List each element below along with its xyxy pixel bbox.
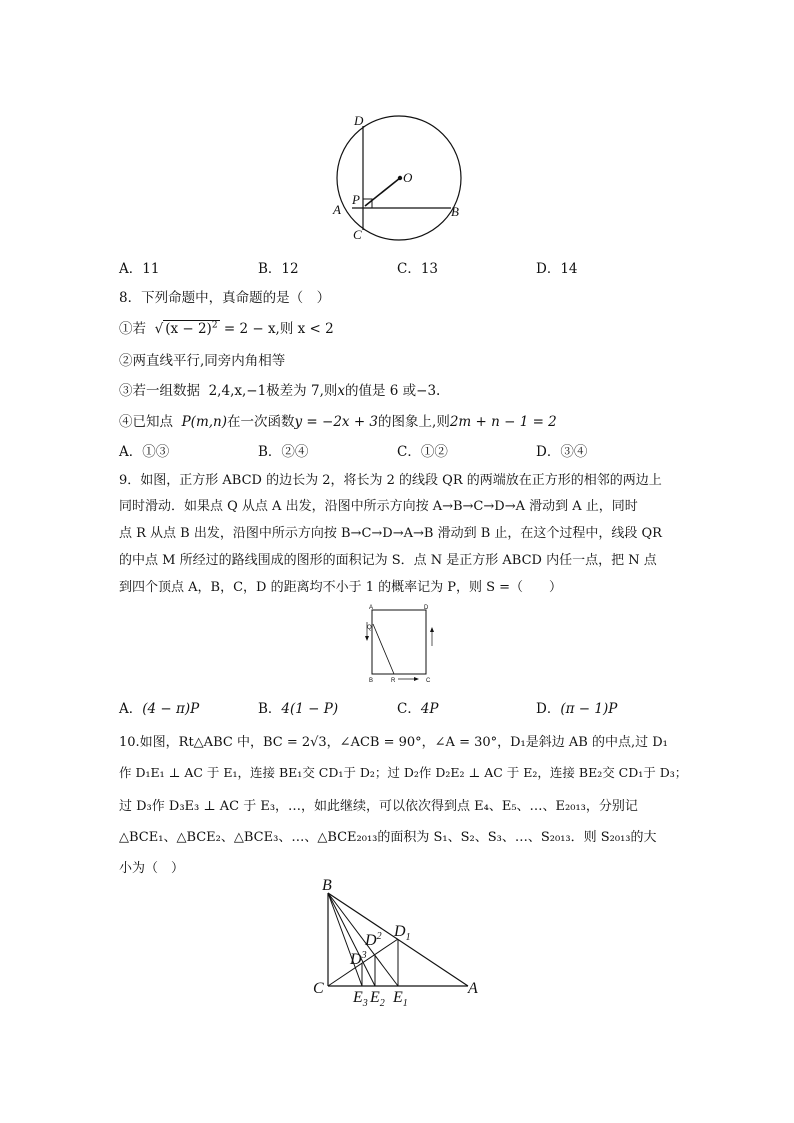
q7-option-c[interactable]: C．13 xyxy=(397,261,439,277)
q10-line-4: △BCE₁、△BCE₂、△BCE₃、…、△BCE₂₀₁₃的面积为 S₁、S₂、S₃、…、S₂₀₁₃．则 S₂₀₁₃的大 xyxy=(119,830,657,845)
q7-option-d[interactable]: D．14 xyxy=(536,261,578,277)
q9-line-1: 9．如图，正方形 ABCD 的边长为 2，将长为 2 的线段 QR 的两端放在正方形的相邻的两边上 xyxy=(119,473,662,488)
label-P: P xyxy=(352,192,360,207)
q9-label-Q: Q xyxy=(367,625,372,631)
q10-label-A: A xyxy=(468,980,478,997)
q10-label-D3: $D^3$ xyxy=(350,950,367,968)
label-B: B xyxy=(451,204,459,219)
q9-label-A: A xyxy=(369,605,374,611)
q8-option-d[interactable]: D．③④ xyxy=(536,444,588,460)
q10-line-2: 作 D₁E₁ ⊥ AC 于 E₁，连接 BE₁交 CD₁于 D₂；过 D₂作 D₂E₂ ⊥ AC 于 E₂，连接 BE₂交 CD₁于 D₃； xyxy=(119,765,688,780)
q10-line-5: 小为（ ） xyxy=(119,861,185,876)
q9-label-D: D xyxy=(424,605,429,611)
q8-option-a[interactable]: A．①③ xyxy=(119,444,170,460)
q10-line-1: 10.如图，Rt△ABC 中，BC = 2√3，∠ACB = 90°，∠A = 30°，D₁是斜边 AB 的中点,过 D₁ xyxy=(119,735,668,750)
q8-statement-1: ①若 √ $(x - 2)^2 = 2 - x$,则 x < 2 xyxy=(119,320,334,337)
q8-statement-2: ②两直线平行,同旁内角相等 xyxy=(119,353,286,369)
q10-label-E2: $E_2$ xyxy=(370,989,385,1009)
q8-option-b[interactable]: B．②④ xyxy=(258,444,309,460)
q8-stem: 8．下列命题中，真命题的是（ ） xyxy=(119,290,331,306)
q9-line-4: 的中点 M 所经过的路线围成的图形的面积记为 S．点 N 是正方形 ABCD 内任一点，把 N 点 xyxy=(119,553,657,568)
q10-label-D1: $D_1$ xyxy=(394,923,411,943)
q9-option-b[interactable]: B．4(1 − P) xyxy=(258,701,339,717)
q10-label-B: B xyxy=(322,877,332,894)
label-D: D xyxy=(354,113,364,128)
q8-option-c[interactable]: C．①② xyxy=(397,444,448,460)
q10-label-C: C xyxy=(313,980,324,997)
q9-label-C: C xyxy=(426,678,431,684)
q9-square-figure xyxy=(358,604,442,684)
label-A: A xyxy=(333,202,341,217)
q9-option-d[interactable]: D．(π − 1)P xyxy=(536,701,618,717)
q9-label-R: R xyxy=(391,678,396,684)
q9-line-2: 同时滑动．如果点 Q 从点 A 出发，沿图中所示方向按 A→B→C→D→A 滑动到 A 止，同时 xyxy=(119,499,638,514)
q10-line-3: 过 D₃作 D₃E₃ ⊥ AC 于 E₃，…，如此继续，可以依次得到点 E₄、E₅、…、E₂₀₁₃，分别记 xyxy=(119,799,638,814)
q7-option-a[interactable]: A．11 xyxy=(119,261,160,277)
q9-label-B: B xyxy=(369,678,374,684)
q9-option-a[interactable]: A．(4 − π)P xyxy=(119,701,200,717)
q8-statement-3: ③若一组数据 2,4,x,−1极差为 7,则x的值是 6 或−3. xyxy=(119,383,441,399)
q10-triangle-figure xyxy=(310,876,490,1014)
q9-option-c[interactable]: C．4P xyxy=(397,701,439,717)
q8-statement-4: ④已知点 P(m,n)在一次函数y = −2x + 3的图象上,则2m + n − 1 = 2 xyxy=(119,414,557,430)
q10-label-E3: $E_3$ xyxy=(353,989,368,1009)
q7-circle-figure xyxy=(325,108,475,248)
q10-label-E1: $E_1$ xyxy=(393,989,408,1009)
label-O: O xyxy=(403,170,413,185)
q9-line-5: 到四个顶点 A，B，C，D 的距离均不小于 1 的概率记为 P，则 S =（ ） xyxy=(119,580,563,595)
q9-line-3: 点 R 从点 B 出发，沿图中所示方向按 B→C→D→A→B 滑动到 B 止，在这个过程中，线段 QR xyxy=(119,526,662,541)
q10-label-D2: $D^2$ xyxy=(365,931,382,949)
q7-option-b[interactable]: B．12 xyxy=(258,261,299,277)
label-C: C xyxy=(353,227,362,242)
